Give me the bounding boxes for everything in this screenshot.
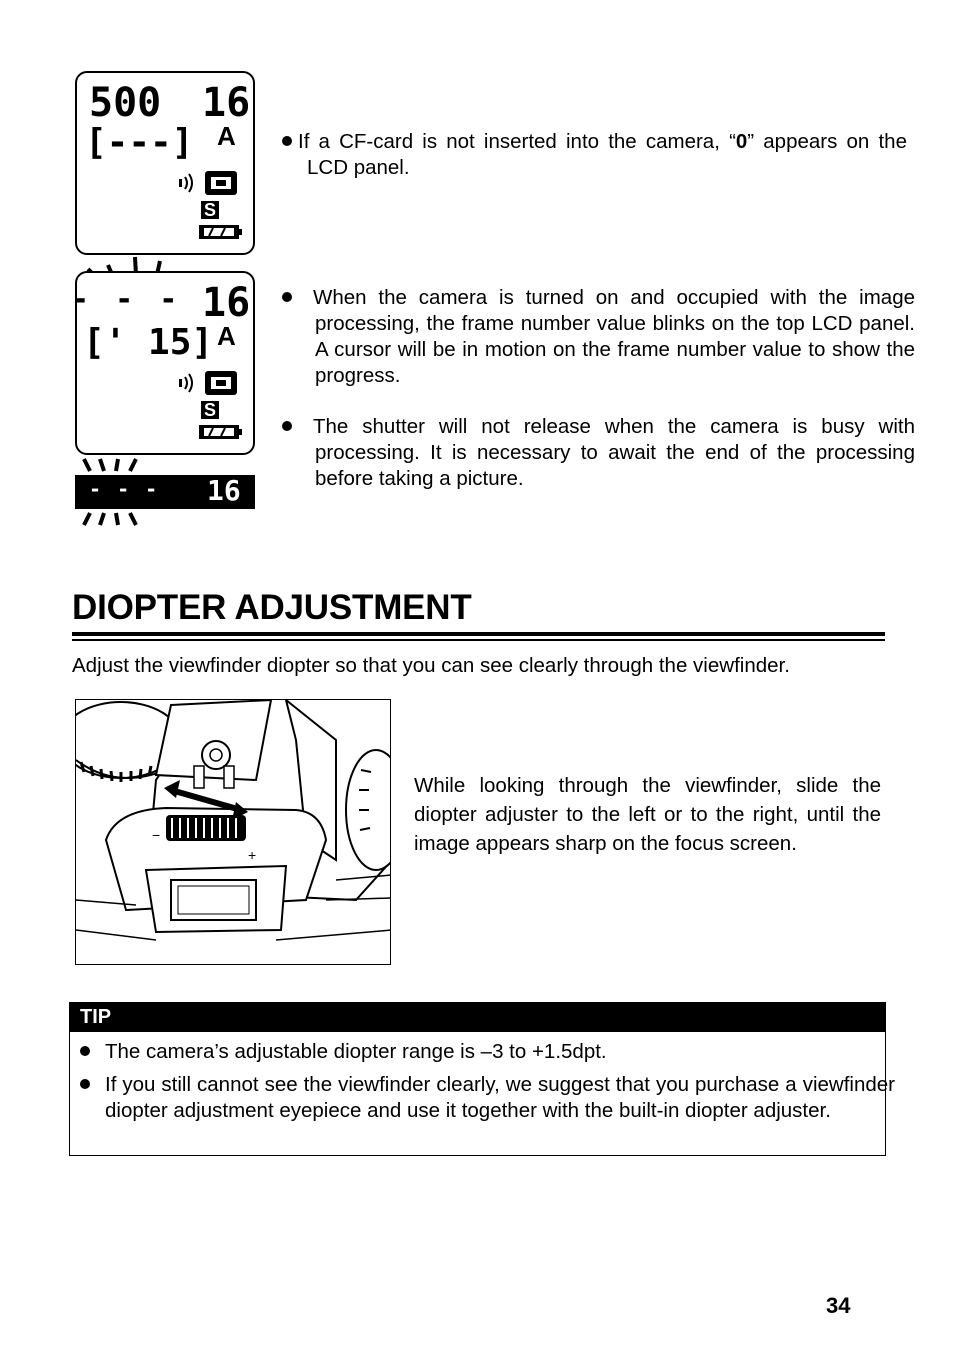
tip-label: TIP bbox=[70, 1003, 885, 1032]
lcd-panel-no-card bbox=[75, 71, 255, 255]
page-number: 34 bbox=[826, 1293, 851, 1318]
signal-focus-icon bbox=[177, 369, 247, 399]
zero-indicator: 0 bbox=[735, 130, 748, 153]
diopter-instruction: While looking through the viewfinder, slide the diopter adjuster to the left or to the right, until the image appears sharp on the focus screen. bbox=[414, 774, 881, 855]
battery-icon bbox=[199, 223, 243, 241]
bullet-shutter-busy bbox=[282, 414, 915, 492]
lcd-frame-count: 16 bbox=[202, 280, 251, 326]
bullet-no-card bbox=[282, 129, 907, 181]
blink-rays-strip-top bbox=[78, 457, 158, 473]
bullet-text: The shutter will not release when the camera is busy with processing. It is necessary to await the end of the processing before taking a picture. bbox=[313, 415, 915, 490]
lcd-mode-indicator: A bbox=[217, 121, 236, 151]
camera-diopter-illustration bbox=[75, 699, 391, 965]
tip-text: The camera’s adjustable diopter range is –3 to +1.5dpt. bbox=[105, 1040, 607, 1063]
section-title: DIOPTER ADJUSTMENT bbox=[72, 588, 472, 627]
bullet-dot bbox=[80, 1079, 90, 1089]
title-rule-thick bbox=[72, 632, 885, 636]
tip-text: If you still cannot see the viewfinder clearly, we suggest that you purchase a viewfinder diopter adjustment eyepiece and use it together with the built-in diopter adjuster. bbox=[105, 1073, 895, 1122]
vf-blink-dashes: - - - bbox=[89, 477, 160, 501]
lcd-panel-processing bbox=[71, 271, 255, 455]
lcd-frame-count: 16 bbox=[202, 80, 251, 126]
lcd-card-bracket: [' 15] bbox=[83, 322, 214, 363]
bullet-dot bbox=[282, 292, 292, 302]
lcd-shutter-value: 500 bbox=[89, 80, 162, 126]
tip-item-eyepiece bbox=[80, 1072, 895, 1124]
tip-item-range bbox=[80, 1039, 895, 1065]
section-intro: Adjust the viewfinder diopter so that you can see clearly through the viewfinder. bbox=[72, 654, 790, 677]
signal-focus-icon bbox=[177, 169, 247, 199]
bullet-text-post: appears on the LCD panel. bbox=[307, 130, 907, 179]
quote-open: “ bbox=[729, 130, 736, 153]
bullet-dot bbox=[282, 421, 292, 431]
title-rule-thin bbox=[72, 639, 885, 641]
quote-close: ” bbox=[747, 130, 755, 153]
bullet-dot bbox=[282, 136, 292, 146]
battery-icon bbox=[199, 423, 243, 441]
lcd-blink-dashes: - - - bbox=[71, 282, 182, 317]
lcd-card-bracket: [---] bbox=[85, 122, 194, 163]
bullet-dot bbox=[80, 1046, 90, 1056]
vf-frame-count: 16 bbox=[207, 474, 241, 507]
svg-text:−: − bbox=[152, 827, 161, 843]
tip-box bbox=[69, 1002, 895, 1156]
blink-rays-strip-bottom bbox=[78, 511, 158, 527]
viewfinder-display-strip bbox=[75, 475, 255, 509]
bullet-processing bbox=[282, 285, 915, 389]
bullet-text-pre: If a CF-card is not inserted into the camera, bbox=[298, 130, 720, 153]
svg-text:+: + bbox=[248, 847, 257, 863]
bullet-text: When the camera is turned on and occupied with the image processing, the frame number value blinks on the top LCD panel. A cursor will be in motion on the frame number value to show the progress. bbox=[313, 286, 915, 387]
lcd-s-icon: S bbox=[201, 201, 219, 219]
lcd-s-icon: S bbox=[201, 401, 219, 419]
lcd-mode-indicator: A bbox=[217, 321, 236, 351]
